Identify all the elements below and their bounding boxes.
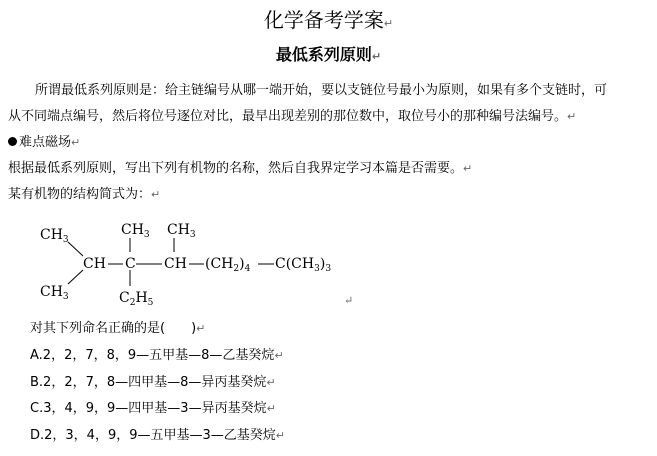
bullet-icon (8, 137, 17, 146)
option-a (30, 346, 284, 366)
task-line-2 (8, 185, 160, 205)
intro-line-1-text: 所谓最低系列原则是：给主链编号从哪一端开始，要以支链位号最小为原则，如果有多个支链时，可 (35, 83, 608, 98)
page-subtitle-text: 最低系列原则 (275, 45, 372, 64)
ch3-bottom-left: $CH_3$ (40, 284, 69, 302)
option-a-text: A.2，2，7，8，9—五甲基—8—乙基癸烷 (30, 348, 275, 363)
intro-line-2 (8, 107, 576, 127)
paragraph-mark: ↵ (344, 294, 354, 307)
ch3-top-left: $CH_3$ (40, 227, 69, 245)
section-heading-text: 难点磁场 (19, 135, 72, 150)
page-title-text: 化学备考学案 (263, 8, 384, 32)
ch-right: CH (164, 256, 187, 272)
paragraph-mark: ↵ (275, 429, 285, 442)
option-b (30, 373, 276, 393)
task-line-1-text: 根据最低系列原则，写出下列有机物的名称，然后自我界定学习本篇是否需要。 (8, 161, 464, 176)
c-ch3-3: $C(CH_3)_3$ (275, 256, 332, 274)
paragraph-mark: ↵ (371, 50, 382, 63)
paragraph-mark: ↵ (266, 402, 276, 415)
page-title (0, 4, 657, 33)
question-prompt (30, 319, 205, 339)
option-d (30, 426, 285, 446)
paragraph-mark: ↵ (151, 188, 161, 201)
paragraph-mark: ↵ (196, 322, 206, 335)
option-c (30, 399, 276, 419)
paragraph-mark: ↵ (383, 17, 394, 30)
option-b-text: B.2，2，7，8—四甲基—8—异丙基癸烷 (30, 375, 267, 390)
paragraph-mark: ↵ (463, 162, 473, 175)
ch-left: CH (83, 256, 106, 272)
section-heading (8, 133, 80, 153)
paragraph-mark: ↵ (567, 110, 577, 123)
structural-formula (30, 214, 370, 314)
option-c-text: C.3，4，9，9—四甲基—3—异丙基癸烷 (30, 401, 267, 416)
intro-line-2-text: 从不同端点编号，然后将位号逐位对比，最早出现差别的那位数中，取位号小的那种编号法编号。 (8, 109, 568, 124)
task-line-2-text: 某有机物的结构简式为： (8, 187, 152, 202)
task-line-1 (8, 159, 472, 179)
paragraph-mark: ↵ (274, 349, 284, 362)
paragraph-mark: ↵ (266, 376, 276, 389)
ch3-top-right: $CH_3$ (167, 222, 196, 240)
c2h5: $C_2H_5$ (119, 290, 154, 308)
paragraph-mark: ↵ (71, 136, 81, 149)
page-subtitle (0, 42, 657, 65)
intro-line-1 (35, 81, 607, 101)
question-prompt-text: 对其下列命名正确的是( ) (30, 321, 197, 336)
option-d-text: D.2，3，4，9，9—五甲基—3—乙基癸烷 (30, 428, 276, 443)
ch2-chain: $(CH_2)_4$ (205, 256, 251, 274)
c-quaternary: C (125, 256, 136, 272)
ch3-top-mid: $CH_3$ (121, 222, 150, 240)
